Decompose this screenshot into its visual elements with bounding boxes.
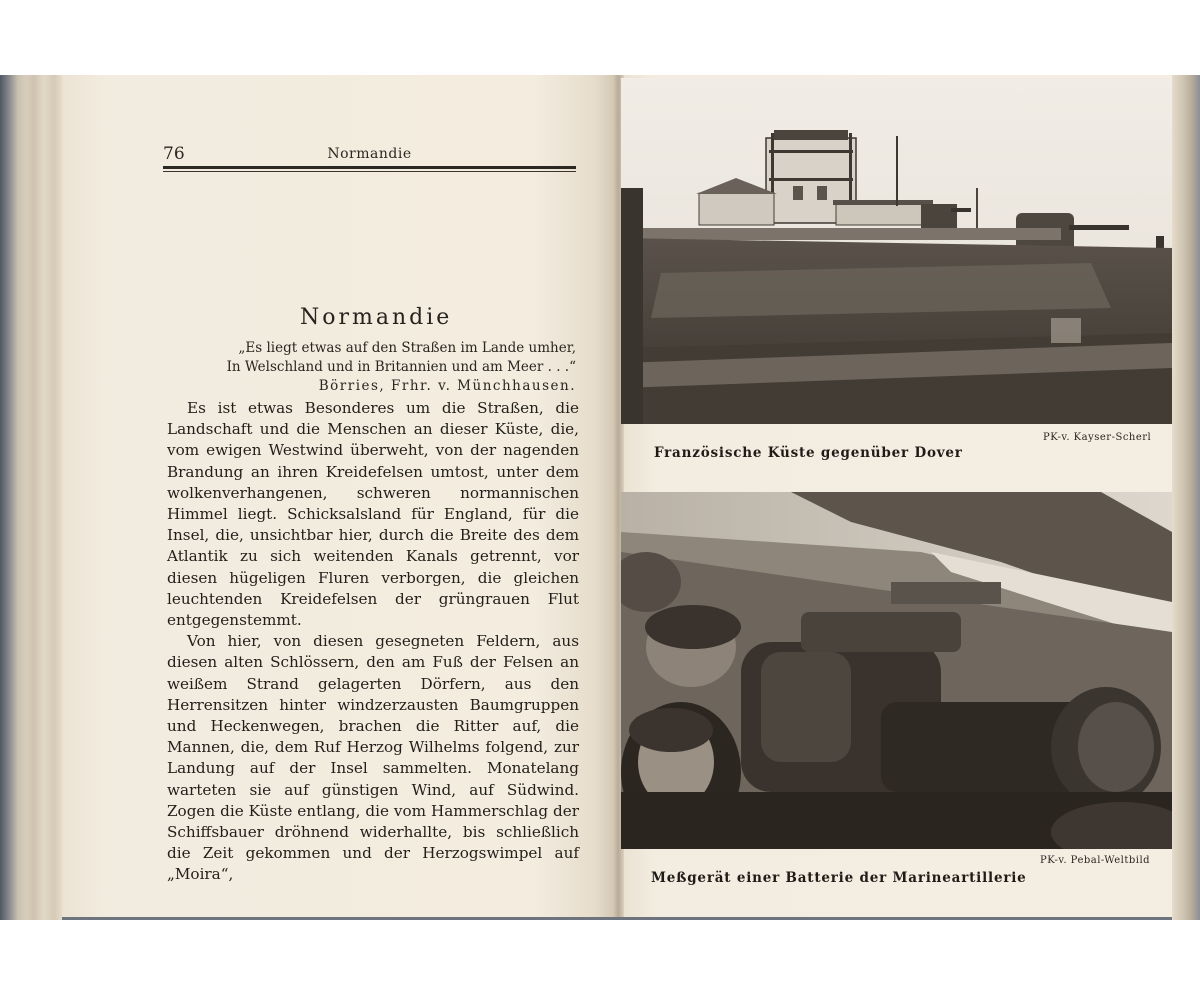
body-text xyxy=(167,398,579,886)
paragraph-2: Von hier, von diesen gesegneten Feldern, aus diesen alten Schlössern, den am Fuß der Felsen an weißem Strand gelagerten Dörfern, aus den Herrensitzen hinter windzerzausten Baumgruppen und Heckenwegen, brachen die Ritter auf, die Mannen, die, dem Ruf Herzog Wilhelms folgend, zur Landung auf der Insel sammelten. Monatelang warteten sie auf günstigen Wind, auf Südwind. Zogen die Küste entlang, die vom Hammerschlag der Schiffsbauer dröhnend widerhallte, bis schließlich die Zeit gekommen und der Herzogswimpel auf „Moira“, xyxy=(167,632,579,884)
rangefinder-photo xyxy=(621,492,1172,849)
rangefinder-photo-image xyxy=(621,492,1172,849)
photo-1-credit: PK-v. Kayser-Scherl xyxy=(1043,432,1152,443)
header-rule xyxy=(163,166,576,169)
photo-2-credit: PK-v. Pebal-Weltbild xyxy=(1040,855,1151,866)
right-page-edges xyxy=(1172,75,1200,920)
page-number: 76 xyxy=(163,144,185,164)
paragraph-1: Es ist etwas Besonderes um die Straßen, die Landschaft und die Menschen an dieser Küste, die, vom ewigen Westwind überweht, von der nagenden Brandung an ihren Kreidefelsen umtost, unter dem wolkenverhangenen, schweren normannischen Himmel liegt. Schicksalsland für England, für die Insel, die, unsichtbar hier, durch die Breite des dem Atlantik zu sich weitenden Kanals getrennt, vor diesen hügeligen Fluren verborgen, die gleichen leuchtenden Kreidefelsen der grüngrauen Flut entgegenstemmt. xyxy=(167,399,579,630)
left-page-edges xyxy=(0,75,62,920)
photo-1-caption: Französische Küste gegenüber Dover xyxy=(654,445,963,461)
coast-photo xyxy=(621,78,1172,424)
header-rule-thin xyxy=(163,171,576,172)
chapter-title: Normandie xyxy=(300,305,453,330)
coast-photo-image xyxy=(621,78,1172,424)
photo-2-caption: Meßgerät einer Batterie der Marineartillerie xyxy=(651,870,1027,886)
running-title: Normandie xyxy=(327,146,412,162)
epigraph-line-1: „Es liegt etwas auf den Straßen im Lande umher, xyxy=(238,340,576,356)
epigraph-line-2: In Welschland und in Britannien und am Meer . . .“ xyxy=(226,359,576,375)
epigraph-author: Börries, Frhr. v. Münchhausen. xyxy=(318,378,576,394)
epigraph xyxy=(220,339,576,396)
